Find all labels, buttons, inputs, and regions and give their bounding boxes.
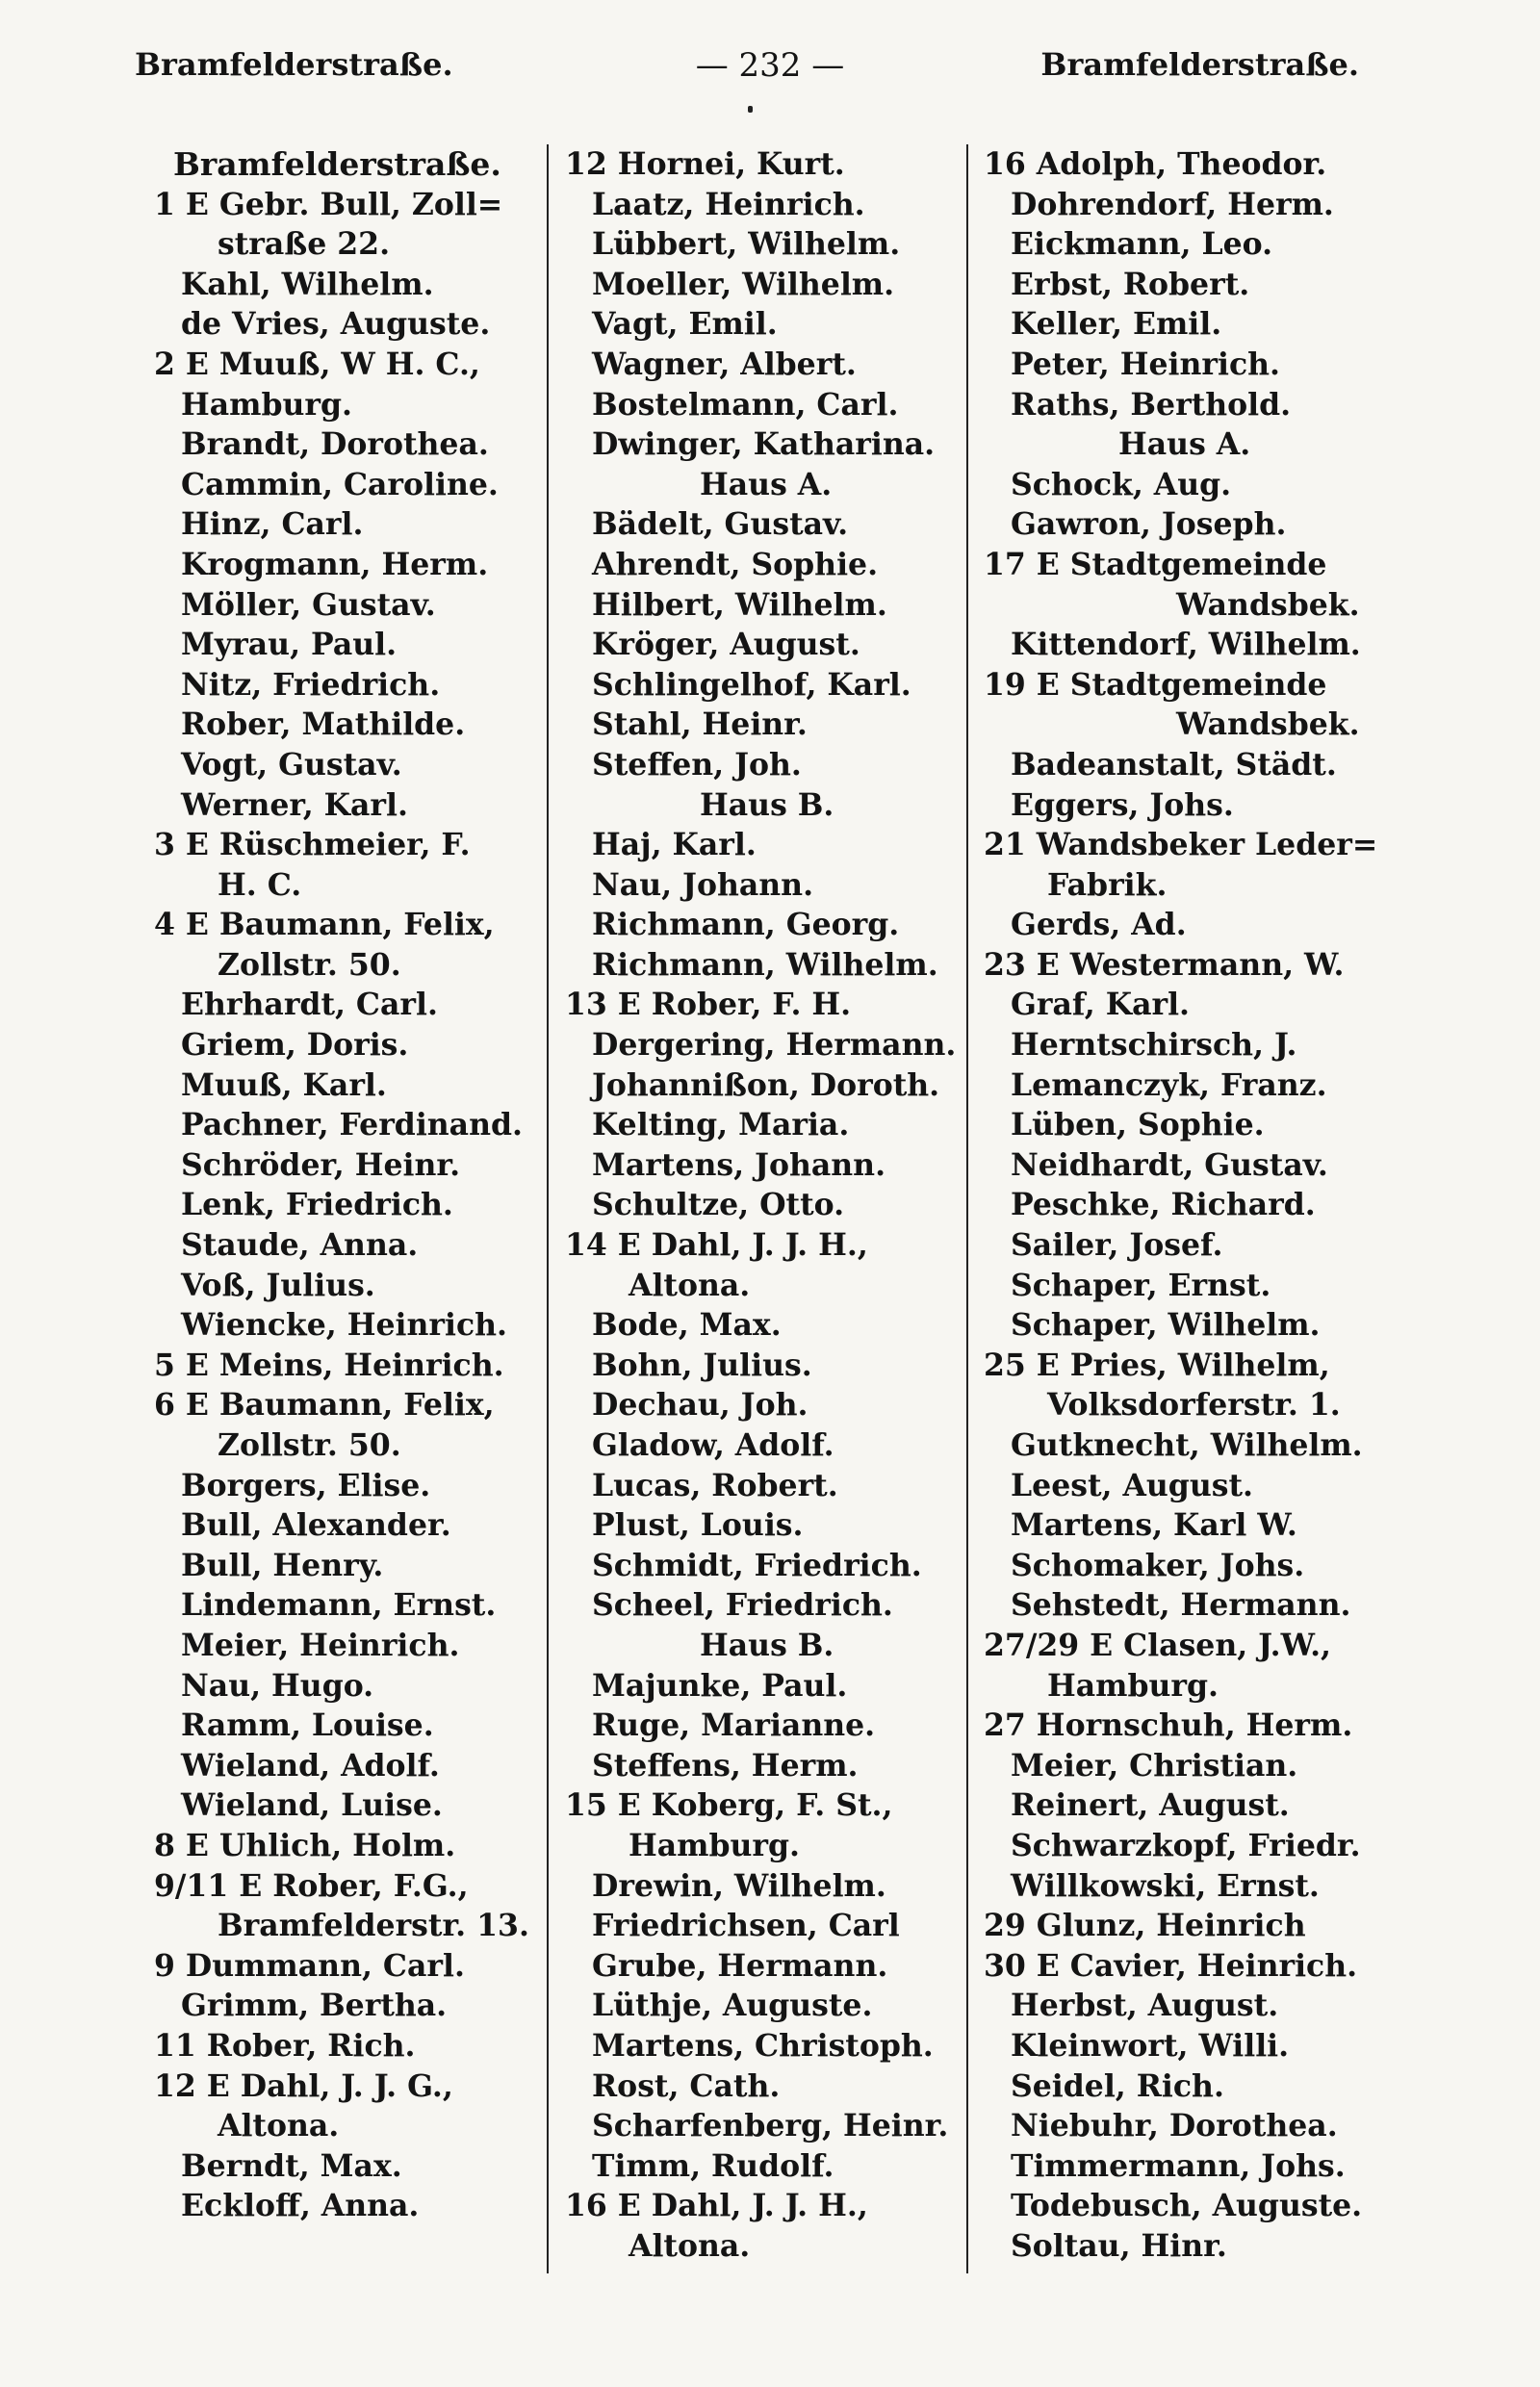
directory-entry: Bull, Henry. [181, 1547, 384, 1583]
directory-entry: Volksdorferstr. 1. [1047, 1387, 1341, 1424]
directory-entry: Haus B. [700, 786, 834, 823]
directory-entry: Soltau, Hinr. [1011, 2227, 1227, 2264]
directory-entry: Gladow, Adolf. [592, 1427, 834, 1463]
running-header-left: Bramfelderstraße. [135, 46, 453, 83]
directory-entry: Schomaker, Johs. [1011, 1547, 1305, 1583]
directory-entry: 16 E Dahl, J. J. H., [565, 2188, 868, 2224]
directory-entry: Schaper, Wilhelm. [1011, 1307, 1321, 1344]
directory-entry: Gerds, Ad. [1011, 907, 1187, 943]
directory-entry: Nitz, Friedrich. [181, 666, 441, 703]
directory-entry: Krogmann, Herm. [181, 546, 489, 582]
directory-entry: Wagner, Albert. [592, 346, 857, 382]
directory-entry: Graf, Karl. [1011, 987, 1191, 1023]
directory-entry: straße 22. [218, 226, 391, 263]
directory-entry: Keller, Emil. [1011, 306, 1222, 343]
directory-entry: Lüthje, Auguste. [592, 1988, 873, 2024]
directory-entry: Haus A. [1118, 426, 1251, 463]
directory-entry: Schlingelhof, Karl. [592, 666, 911, 703]
directory-entry: Sehstedt, Hermann. [1011, 1587, 1351, 1624]
directory-entry: 14 E Dahl, J. J. H., [565, 1227, 868, 1264]
directory-entry: Meier, Christian. [1011, 1747, 1298, 1784]
directory-entry: 23 E Westermann, W. [984, 946, 1345, 983]
directory-entry: Ramm, Louise. [181, 1707, 434, 1744]
directory-entry: de Vries, Auguste. [181, 306, 491, 343]
directory-entry: H. C. [218, 866, 302, 903]
directory-entry: Seidel, Rich. [1011, 2067, 1224, 2104]
directory-entry: Bramfelderstr. 13. [218, 1908, 529, 1944]
directory-entry: Dwinger, Katharina. [592, 426, 936, 463]
directory-entry: Dergering, Hermann. [592, 1027, 957, 1064]
directory-entry: Fabrik. [1047, 866, 1168, 903]
directory-entry: 3 E Rüschmeier, F. [154, 827, 471, 863]
directory-entry: Richmann, Georg. [592, 907, 900, 943]
directory-entry: 12 E Dahl, J. J. G., [154, 2067, 453, 2104]
directory-entry: 27 Hornschuh, Herm. [984, 1707, 1353, 1744]
directory-entry: Bädelt, Gustav. [592, 506, 849, 543]
directory-entry: 19 E Stadtgemeinde [984, 666, 1327, 703]
directory-entry: Martens, Karl W. [1011, 1507, 1297, 1544]
directory-entry: Voß, Julius. [181, 1267, 375, 1303]
directory-entry: Hamburg. [181, 386, 353, 423]
directory-entry: Timmermann, Johs. [1011, 2147, 1346, 2184]
directory-entry: Willkowski, Ernst. [1011, 1867, 1320, 1904]
directory-entry: Kahl, Wilhelm. [181, 266, 434, 302]
directory-entry: 9/11 E Rober, F.G., [154, 1867, 469, 1904]
directory-entry: Dohrendorf, Herm. [1011, 186, 1334, 222]
column-2 [565, 144, 967, 2266]
directory-entry: Todebusch, Auguste. [1011, 2188, 1363, 2224]
directory-entry: Lucas, Robert. [592, 1467, 838, 1503]
directory-entry: Gutknecht, Wilhelm. [1011, 1427, 1363, 1463]
page-number: — 232 — [695, 46, 845, 85]
directory-entry: 25 E Pries, Wilhelm, [984, 1347, 1330, 1383]
directory-entry: Altona. [629, 1267, 751, 1303]
directory-entry: 27/29 E Clasen, J.W., [984, 1627, 1332, 1663]
directory-entry: Schultze, Otto. [592, 1187, 845, 1223]
directory-entry: Hinz, Carl. [181, 506, 364, 543]
directory-entry: 5 E Meins, Heinrich. [154, 1347, 504, 1383]
directory-entry: Schock, Aug. [1011, 466, 1232, 502]
directory-entry: Martens, Johann. [592, 1146, 886, 1183]
directory-entry: Altona. [218, 2108, 340, 2144]
directory-entry: Scheel, Friedrich. [592, 1587, 893, 1624]
directory-entry: Zollstr. 50. [218, 946, 401, 983]
directory-entry: Bull, Alexander. [181, 1507, 451, 1544]
directory-entry: 6 E Baumann, Felix, [154, 1387, 495, 1424]
directory-entry: Raths, Berthold. [1011, 386, 1292, 423]
directory-entry: 9 Dummann, Carl. [154, 1947, 465, 1984]
directory-entry: Majunke, Paul. [592, 1667, 848, 1704]
running-header-right: Bramfelderstraße. [1040, 46, 1359, 83]
column-divider-1 [547, 144, 549, 2273]
directory-entry: Borgers, Elise. [181, 1467, 431, 1503]
directory-entry: Johannißon, Doroth. [592, 1066, 940, 1103]
directory-entry: Wandsbek. [1176, 586, 1360, 623]
directory-entry: Lüben, Sophie. [1011, 1107, 1265, 1143]
directory-entry: Grube, Hermann. [592, 1947, 888, 1984]
directory-entry: Haus B. [700, 1627, 834, 1663]
directory-entry: Bostelmann, Carl. [592, 386, 899, 423]
directory-entry: 17 E Stadtgemeinde [984, 546, 1327, 582]
directory-entry: Altona. [629, 2227, 751, 2264]
directory-entry: Haj, Karl. [592, 827, 757, 863]
directory-entry: Cammin, Caroline. [181, 466, 499, 502]
directory-entry: 21 Wandsbeker Leder= [984, 827, 1378, 863]
directory-entry: Eickmann, Leo. [1011, 226, 1273, 263]
directory-entry: Kröger, August. [592, 627, 860, 663]
directory-entry: Hamburg. [1047, 1667, 1219, 1704]
directory-entry: Herbst, August. [1011, 1988, 1279, 2024]
directory-entry: Lübbert, Wilhelm. [592, 226, 901, 263]
directory-entry: Vogt, Gustav. [181, 746, 402, 783]
directory-entry: Ruge, Marianne. [592, 1707, 876, 1744]
directory-entry: Kelting, Maria. [592, 1107, 850, 1143]
directory-entry: Martens, Christoph. [592, 2027, 934, 2064]
print-mark [748, 106, 753, 113]
directory-entry: Myrau, Paul. [181, 627, 398, 663]
directory-entry: 11 Rober, Rich. [154, 2027, 416, 2064]
directory-entry: Neidhardt, Gustav. [1011, 1146, 1328, 1183]
directory-entry: Schröder, Heinr. [181, 1146, 461, 1183]
directory-entry: Steffens, Herm. [592, 1747, 859, 1784]
directory-entry: Hamburg. [629, 1827, 801, 1863]
directory-entry: Niebuhr, Dorothea. [1011, 2108, 1338, 2144]
directory-entry: 12 Hornei, Kurt. [565, 146, 845, 182]
directory-entry: Brandt, Dorothea. [181, 426, 489, 463]
directory-entry: Lemanczyk, Franz. [1011, 1066, 1327, 1103]
directory-entry: Reinert, August. [1011, 1787, 1290, 1824]
directory-entry: Meier, Heinrich. [181, 1627, 460, 1663]
directory-entry: 1 E Gebr. Bull, Zoll= [154, 186, 503, 222]
street-heading: Bramfelderstraße. [173, 145, 501, 183]
directory-entry: Richmann, Wilhelm. [592, 946, 938, 983]
directory-entry: Schaper, Ernst. [1011, 1267, 1271, 1303]
directory-entry: Schwarzkopf, Friedr. [1011, 1827, 1361, 1863]
directory-entry: Sailer, Josef. [1011, 1227, 1223, 1264]
directory-entry: Rober, Mathilde. [181, 706, 466, 743]
directory-entry: 16 Adolph, Theodor. [984, 146, 1327, 182]
directory-entry: Haus A. [700, 466, 833, 502]
directory-entry: Stahl, Heinr. [592, 706, 808, 743]
directory-entry: Plust, Louis. [592, 1507, 804, 1544]
directory-entry: Drewin, Wilhelm. [592, 1867, 886, 1904]
column-1 [154, 144, 544, 2226]
directory-entry: Peter, Heinrich. [1011, 346, 1280, 382]
directory-entry: Ehrhardt, Carl. [181, 987, 438, 1023]
directory-entry: Rost, Cath. [592, 2067, 781, 2104]
directory-entry: Wieland, Luise. [181, 1787, 443, 1824]
directory-entry: Badeanstalt, Städt. [1011, 746, 1337, 783]
directory-entry: Bode, Max. [592, 1307, 782, 1344]
directory-entry: 15 E Koberg, F. St., [565, 1787, 893, 1824]
directory-entry: Möller, Gustav. [181, 586, 436, 623]
column-3 [984, 144, 1407, 2266]
directory-entry: Erbst, Robert. [1011, 266, 1250, 302]
directory-entry: Muuß, Karl. [181, 1066, 387, 1103]
directory-entry: Wieland, Adolf. [181, 1747, 440, 1784]
directory-entry: Werner, Karl. [181, 786, 408, 823]
directory-entry: Vagt, Emil. [592, 306, 778, 343]
directory-entry: Bohn, Julius. [592, 1347, 812, 1383]
directory-entry: Moeller, Wilhelm. [592, 266, 895, 302]
directory-entry: Griem, Doris. [181, 1027, 409, 1064]
directory-entry: Lindemann, Ernst. [181, 1587, 497, 1624]
directory-entry: Wiencke, Heinrich. [181, 1307, 507, 1344]
directory-entry: Nau, Hugo. [181, 1667, 374, 1704]
directory-entry: Berndt, Max. [181, 2147, 402, 2184]
directory-entry: Gawron, Joseph. [1011, 506, 1287, 543]
directory-entry: 2 E Muuß, W H. C., [154, 346, 480, 382]
directory-entry: Kittendorf, Wilhelm. [1011, 627, 1361, 663]
directory-entry: Timm, Rudolf. [592, 2147, 834, 2184]
directory-entry: Hilbert, Wilhelm. [592, 586, 887, 623]
directory-entry: Wandsbek. [1176, 706, 1360, 743]
directory-entry: Ahrendt, Sophie. [592, 546, 879, 582]
directory-entry: 8 E Uhlich, Holm. [154, 1827, 456, 1863]
directory-entry: Friedrichsen, Carl [592, 1908, 900, 1944]
directory-entry: Staude, Anna. [181, 1227, 419, 1264]
directory-entry: Schmidt, Friedrich. [592, 1547, 922, 1583]
directory-entry: Dechau, Joh. [592, 1387, 808, 1424]
directory-entry: Nau, Johann. [592, 866, 814, 903]
directory-entry: Herntschirsch, J. [1011, 1027, 1297, 1064]
directory-entry: Peschke, Richard. [1011, 1187, 1316, 1223]
directory-entry: Kleinwort, Willi. [1011, 2027, 1290, 2064]
directory-entry: Steffen, Joh. [592, 746, 802, 783]
directory-entry: 30 E Cavier, Heinrich. [984, 1947, 1358, 1984]
directory-entry: 29 Glunz, Heinrich [984, 1908, 1306, 1944]
directory-entry: Zollstr. 50. [218, 1427, 401, 1463]
directory-entry: Leest, August. [1011, 1467, 1253, 1503]
directory-entry: Eckloff, Anna. [181, 2188, 420, 2224]
directory-entry: Pachner, Ferdinand. [181, 1107, 523, 1143]
directory-entry: 13 E Rober, F. H. [565, 987, 852, 1023]
directory-entry: Grimm, Bertha. [181, 1988, 448, 2024]
directory-entry: Laatz, Heinrich. [592, 186, 865, 222]
directory-entry: Eggers, Johs. [1011, 786, 1234, 823]
directory-entry: Lenk, Friedrich. [181, 1187, 453, 1223]
directory-entry: Scharfenberg, Heinr. [592, 2108, 949, 2144]
directory-entry: 4 E Baumann, Felix, [154, 907, 495, 943]
